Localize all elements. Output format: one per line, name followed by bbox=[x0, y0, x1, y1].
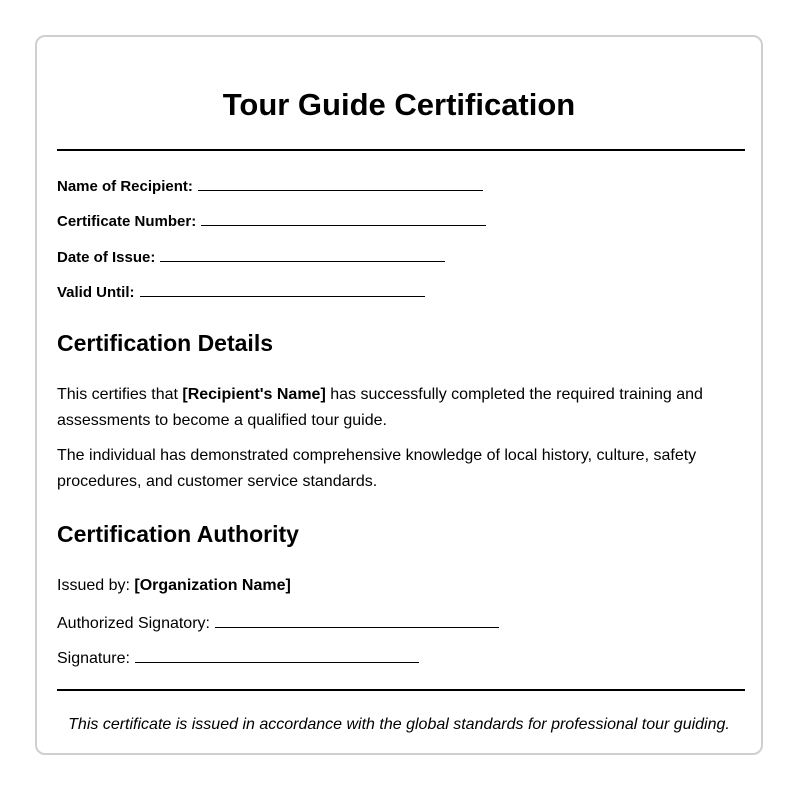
certification-details-paragraph-2: The individual has demonstrated comprehensive knowledge of local history, culture, safety procedures, and customer service standards. bbox=[57, 447, 697, 490]
signature-label: Signature: bbox=[57, 650, 130, 667]
certificate-number-label: Certificate Number: bbox=[57, 213, 197, 230]
authorized-signatory-line bbox=[57, 612, 499, 634]
signature-line bbox=[57, 647, 419, 669]
top-divider bbox=[57, 149, 745, 151]
recipient-name-blank bbox=[198, 176, 483, 191]
certificate-card bbox=[35, 35, 763, 755]
certification-details-heading: Certification Details bbox=[57, 330, 273, 356]
certification-authority-heading: Certification Authority bbox=[57, 521, 299, 547]
authorized-signatory-blank bbox=[215, 612, 499, 628]
issued-by-line bbox=[57, 576, 291, 596]
paragraph-1-rest: has successfully completed the required training and assessments to become a qualified tour guide. bbox=[57, 386, 703, 429]
certificate-footer-note: This certificate is issued in accordance with the global standards for professional tour guiding. bbox=[68, 716, 730, 733]
certificate-title: Tour Guide Certification bbox=[222, 87, 576, 122]
certificate-number-blank bbox=[201, 211, 486, 226]
issued-by-label: Issued by: bbox=[57, 577, 135, 594]
authorized-signatory-label: Authorized Signatory: bbox=[57, 615, 210, 632]
date-of-issue-label: Date of Issue: bbox=[57, 249, 156, 266]
valid-until-label: Valid Until: bbox=[57, 284, 135, 301]
signature-blank bbox=[135, 647, 419, 663]
organization-name-placeholder: [Organization Name] bbox=[134, 577, 291, 594]
date-of-issue-field bbox=[57, 247, 445, 267]
bottom-divider bbox=[57, 689, 745, 691]
recipient-name-label: Name of Recipient: bbox=[57, 178, 193, 195]
paragraph-1-intro: This certifies that bbox=[57, 386, 183, 403]
certificate-number-field bbox=[57, 211, 486, 231]
valid-until-blank bbox=[140, 282, 425, 297]
date-of-issue-blank bbox=[160, 247, 445, 262]
certification-details-paragraph-1 bbox=[57, 382, 727, 434]
recipient-name-field bbox=[57, 176, 483, 196]
recipient-name-placeholder: [Recipient's Name] bbox=[182, 386, 326, 403]
valid-until-field bbox=[57, 282, 425, 302]
